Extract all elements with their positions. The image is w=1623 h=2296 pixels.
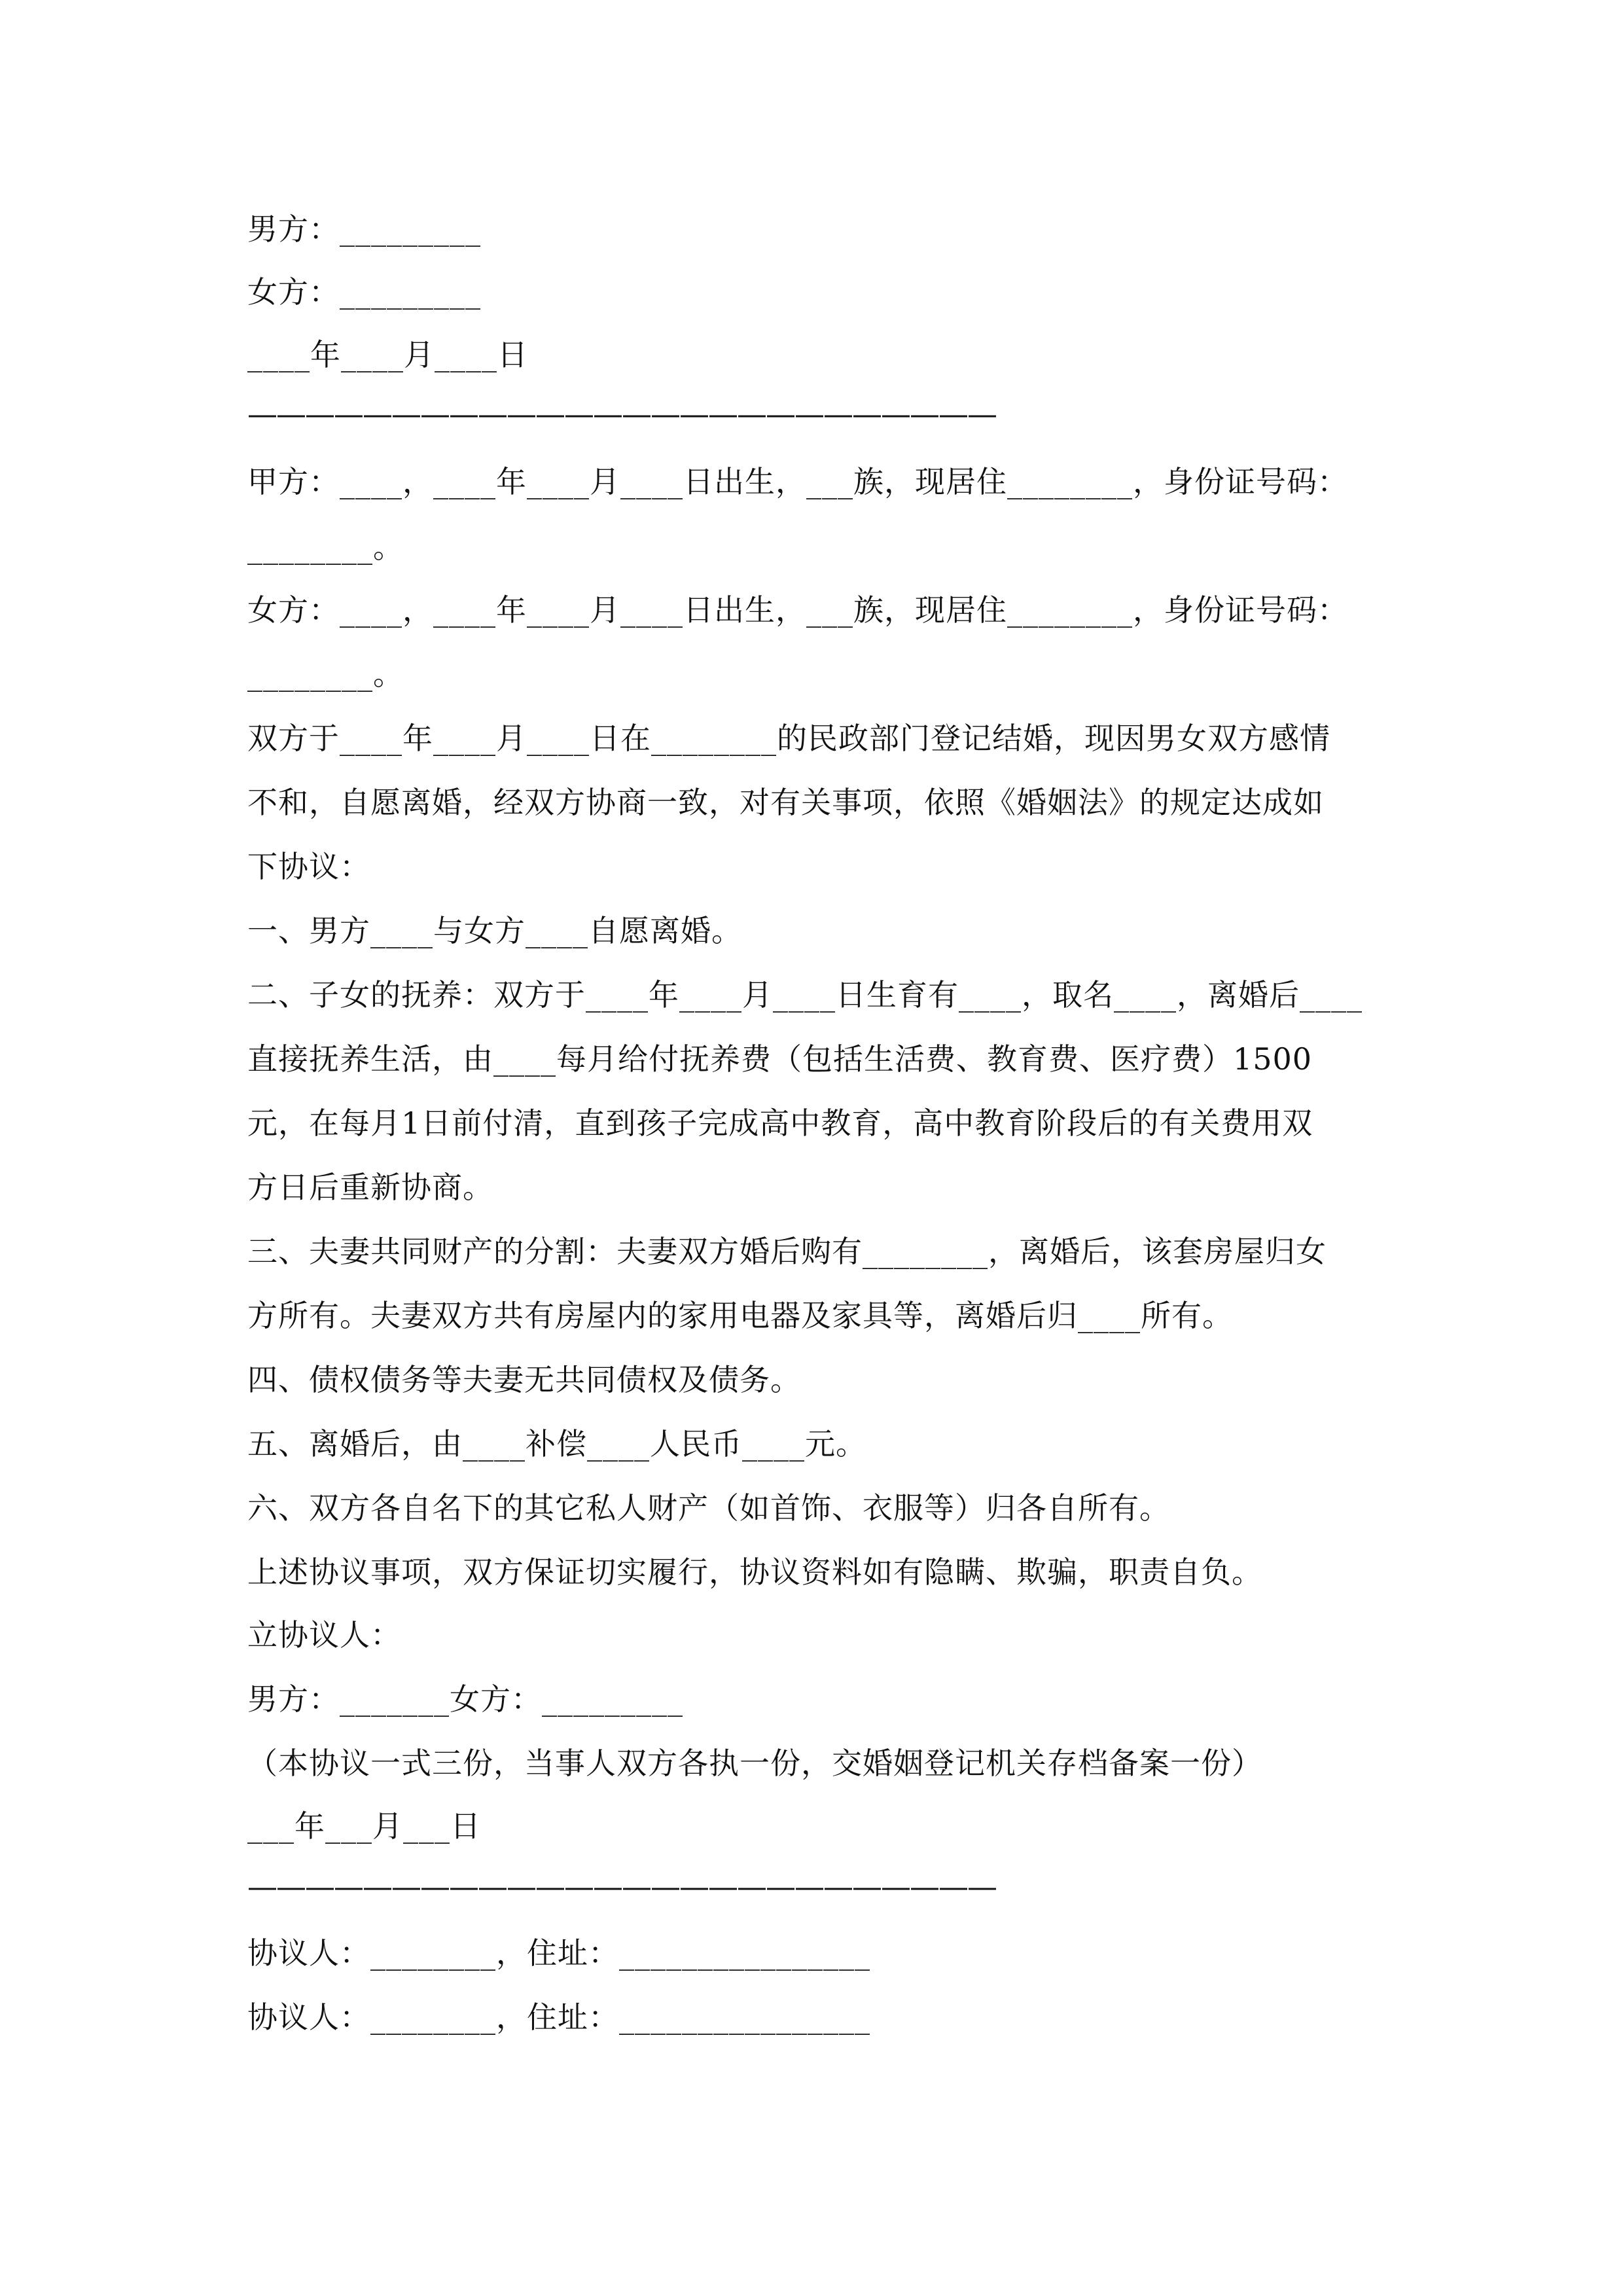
copies-note: （本协议一式三份，当事人双方各执一份，交婚姻登记机关存档备案一份） xyxy=(247,1746,1262,1781)
clause-6: 六、双方各自名下的其它私人财产（如首饰、衣服等）归各自所有。 xyxy=(247,1490,1170,1526)
party-b-line: 女方：____，____年____月____日出生，___族，现居住________，身份证号码： xyxy=(247,592,1348,628)
divider-rule: —————————————————————————— xyxy=(247,396,996,431)
clause-3-line-1: 三、夫妻共同财产的分割：夫妻双方婚后购有________，离婚后，该套房屋归女 xyxy=(247,1234,1327,1269)
clause-3-line-2: 方所有。夫妻双方共有房屋内的家用电器及家具等，离婚后归____所有。 xyxy=(247,1298,1233,1333)
guarantee-text: 上述协议事项，双方保证切实履行，协议资料如有隐瞒、欺骗，职责自负。 xyxy=(247,1554,1262,1590)
closing-divider-rule: —————————————————————————— xyxy=(247,1869,996,1904)
signers-label: 立协议人： xyxy=(247,1617,401,1653)
clause-2-line-1: 二、子女的抚养：双方于____年____月____日生育有____，取名____，离婚后____ xyxy=(247,977,1363,1013)
intro-line-2: 不和，自愿离婚，经双方协商一致，对有关事项，依照《婚姻法》的规定达成如 xyxy=(247,785,1324,820)
intro-line-1: 双方于____年____月____日在________的民政部门登记结婚，现因男女双方感情 xyxy=(247,721,1330,756)
female-signature-line: 女方：_________ xyxy=(247,274,481,310)
party-b-id-line: ________。 xyxy=(247,656,404,692)
party-1-address-line: 协议人：________，住址：________________ xyxy=(247,1935,870,1971)
clause-2-line-2: 直接抚养生活，由____每月给付抚养费（包括生活费、教育费、医疗费）1500 xyxy=(247,1041,1313,1077)
signers-line: 男方：_______女方：_________ xyxy=(247,1681,683,1717)
clause-2-line-4: 方日后重新协商。 xyxy=(247,1170,493,1205)
male-signature-line: 男方：_________ xyxy=(247,211,481,247)
date-line: ____年____月____日 xyxy=(247,337,528,372)
clause-1: 一、男方____与女方____自愿离婚。 xyxy=(247,913,742,948)
party-a-line: 甲方：____，____年____月____日出生，___族，现居住________，身份证号码： xyxy=(247,464,1348,499)
clause-4: 四、债权债务等夫妻无共同债权及债务。 xyxy=(247,1362,801,1397)
party-2-address-line: 协议人：________，住址：________________ xyxy=(247,2000,870,2035)
party-a-id-line: ________。 xyxy=(247,529,404,565)
closing-date-line: ___年___月___日 xyxy=(247,1808,481,1844)
clause-5: 五、离婚后，由____补偿____人民币____元。 xyxy=(247,1426,866,1462)
intro-line-3: 下协议： xyxy=(247,849,370,884)
clause-2-line-3: 元，在每月1日前付清，直到孩子完成高中教育，高中教育阶段后的有关费用双 xyxy=(247,1105,1313,1141)
